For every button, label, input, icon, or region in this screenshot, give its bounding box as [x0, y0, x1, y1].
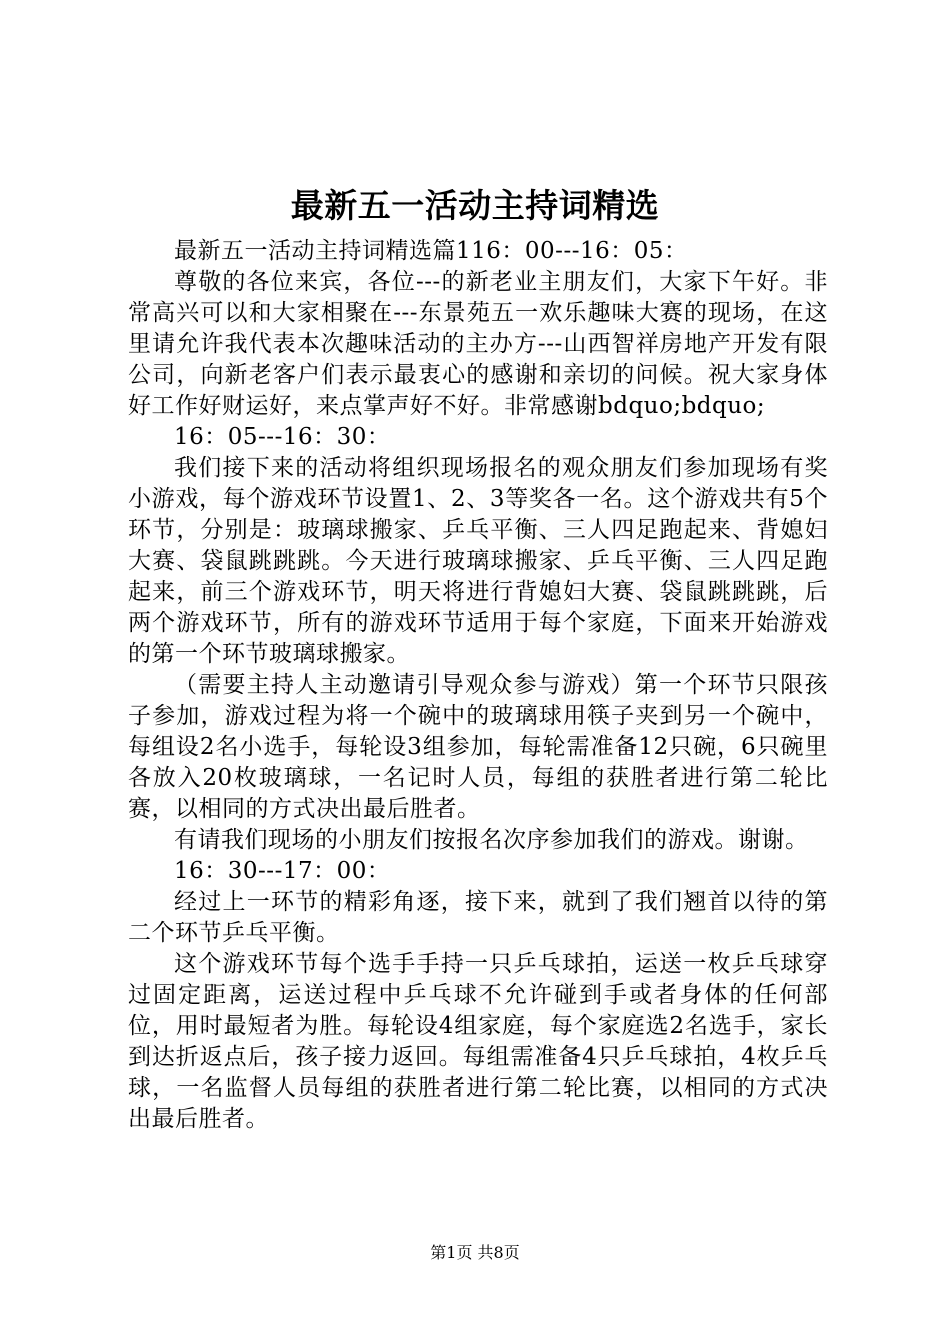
- paragraph-time-slot-2: 16：05---16：30：: [174, 424, 391, 450]
- paragraph-game-2-rules: 这个游戏环节每个选手手持一只乒乓球拍，运送一枚乒乓球穿过固定距离，运送过程中乒乓球不允许碰到手或者身体的任何部位，用时最短者为胜。每轮设4组家庭，每个家庭选2名选手，家长到达折返点后，孩子接力返回。每组需准备4只乒乓球拍，4枚乒乓球，一名监督人员每组的获胜者进行第二轮比赛，以相同的方式决出最后胜者。: [128, 951, 828, 1132]
- paragraph-greeting: 尊敬的各位来宾，各位---的新老业主朋友们，大家下午好。非常高兴可以和大家相聚在---东景苑五一欢乐趣味大赛的现场，在这里请允许我代表本次趣味活动的主办方---山西智祥房地产开发有限公司，向新老客户们表示最衷心的感谢和亲切的问候。祝大家身体好工作好财运好，来点掌声好不好。非常感谢bdquo;bdquo;: [128, 269, 828, 419]
- paragraph-intro-time: 最新五一活动主持词精选篇116：00---16：05：: [174, 238, 688, 264]
- paragraph-game-1-rules: （需要主持人主动邀请引导观众参与游戏）第一个环节只限孩子参加，游戏过程为将一个碗中的玻璃球用筷子夹到另一个碗中，每组设2名小选手，每轮设3组参加，每轮需准备12只碗，6只碗里各放入20枚玻璃球，一名记时人员，每组的获胜者进行第二轮比赛，以相同的方式决出最后胜者。: [128, 672, 828, 822]
- page-title: 最新五一活动主持词精选: [290, 186, 660, 225]
- document-body: [128, 236, 828, 1135]
- paragraph-time-slot-3: 16：30---17：00：: [174, 858, 391, 884]
- page-footer: 第1页 共8页: [430, 1243, 520, 1262]
- paragraph-game-2-intro: 经过上一环节的精彩角逐，接下来，就到了我们翘首以待的第二个环节乒乓平衡。: [128, 889, 828, 946]
- paragraph-invitation: 有请我们现场的小朋友们按报名次序参加我们的游戏。谢谢。: [174, 827, 809, 853]
- paragraph-games-overview: 我们接下来的活动将组织现场报名的观众朋友们参加现场有奖小游戏，每个游戏环节设置1、2、3等奖各一名。这个游戏共有5个环节，分别是：玻璃球搬家、乒乓平衡、三人四足跑起来、背媳妇大赛、袋鼠跳跳跳。今天进行玻璃球搬家、乒乓平衡、三人四足跑起来，前三个游戏环节，明天将进行背媳妇大赛、袋鼠跳跳跳，后两个游戏环节，所有的游戏环节适用于每个家庭，下面来开始游戏的第一个环节玻璃球搬家。: [128, 455, 828, 667]
